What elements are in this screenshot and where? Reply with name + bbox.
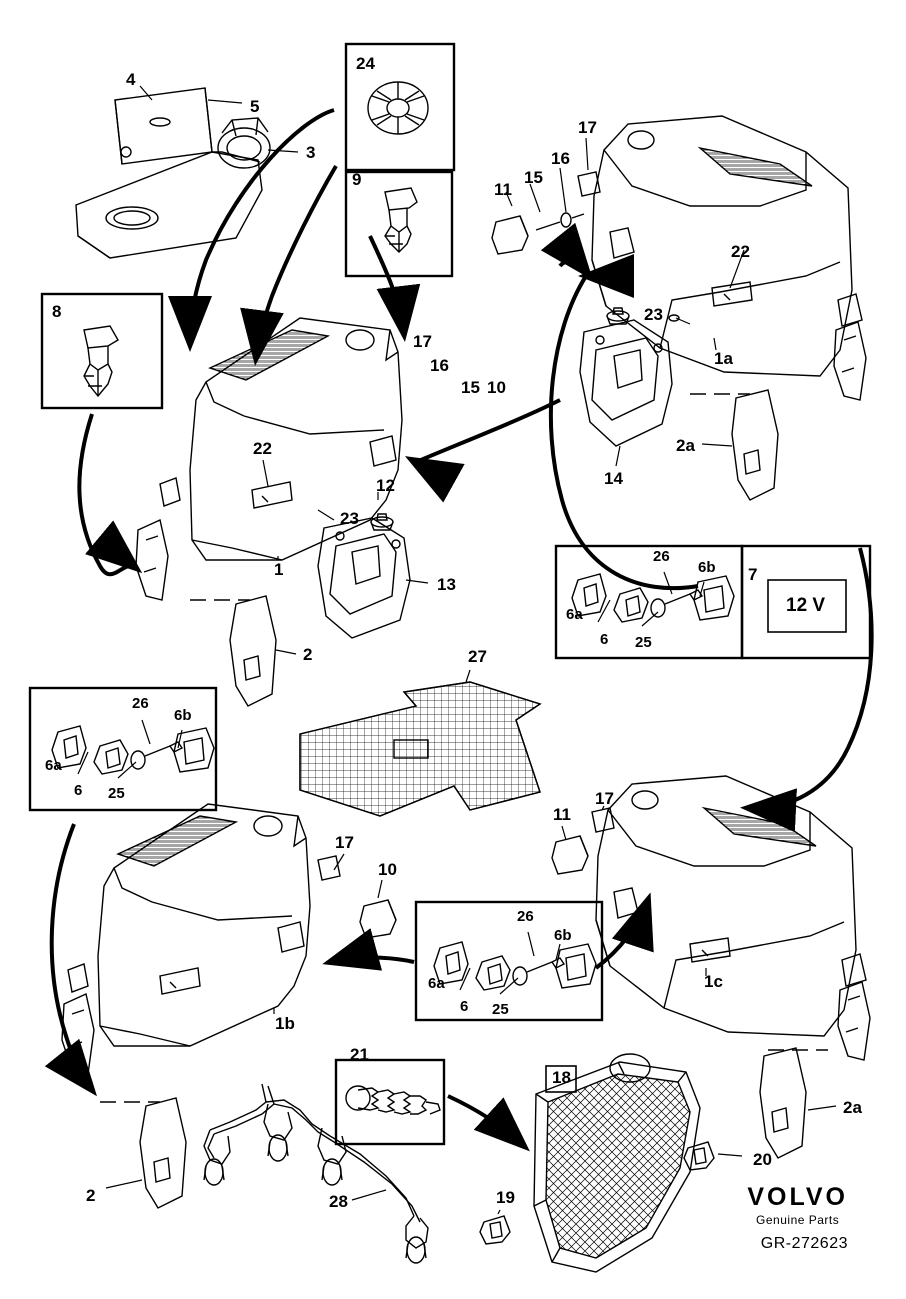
callout-17-d: 17 — [595, 789, 614, 808]
callout-12-b: 12 — [376, 476, 395, 495]
callout-26-mid: 26 — [653, 548, 670, 565]
callout-4: 4 — [126, 70, 136, 89]
callout-17-c: 17 — [335, 833, 354, 852]
callout-8-box: 8 — [52, 302, 62, 321]
callout-13: 13 — [437, 575, 456, 594]
callout-28: 28 — [329, 1192, 348, 1211]
callout-24-box: 24 — [356, 54, 375, 73]
callout-6b-left: 6b — [174, 707, 192, 724]
callout-10-a: 10 — [487, 378, 506, 397]
callout-12-a: 12 — [614, 275, 633, 294]
callout-9-box: 9 — [352, 170, 362, 189]
callout-6a-left: 6a — [45, 757, 62, 774]
callout-1a: 1a — [714, 349, 733, 368]
callout-15-a: 15 — [524, 168, 543, 187]
callout-6b-bot: 6b — [554, 927, 572, 944]
callout-6-bot: 6 — [460, 998, 469, 1015]
callout-26-bot: 26 — [517, 908, 534, 925]
callout-6a-mid: 6a — [566, 606, 583, 623]
callout-23-a: 23 — [644, 305, 663, 324]
diagram-part-number: GR-272623 — [760, 1235, 848, 1252]
callout-17-a: 17 — [578, 118, 597, 137]
callout-5: 5 — [250, 97, 260, 116]
callout-2-mid: 2 — [303, 645, 313, 664]
callout-3: 3 — [306, 143, 316, 162]
callout-2a-top: 2a — [676, 436, 695, 455]
callout-6-mid: 6 — [600, 631, 609, 648]
voltage-label: 12 V — [786, 595, 826, 616]
callout-14: 14 — [604, 469, 623, 488]
callout-20: 20 — [753, 1150, 772, 1169]
callout-22-a: 22 — [731, 242, 750, 261]
volvo-logo — [747, 1183, 848, 1227]
callout-2a-bot: 2a — [843, 1098, 862, 1117]
callout-11-b: 11 — [553, 805, 571, 824]
brand-name: VOLVO — [747, 1183, 848, 1211]
callout-11-a: 11 — [494, 180, 512, 199]
callout-1b: 1b — [275, 1014, 295, 1033]
callout-25-bot: 25 — [492, 1001, 509, 1018]
callout-15-b: 15 — [461, 378, 480, 397]
callout-25-mid: 25 — [635, 634, 652, 651]
callout-7-box: 7 — [748, 565, 758, 584]
callout-27: 27 — [468, 647, 487, 666]
brand-subtitle: Genuine Parts — [756, 1213, 840, 1227]
callout-10-b: 10 — [378, 860, 397, 879]
callout-1c: 1c — [704, 972, 723, 991]
callout-19: 19 — [496, 1188, 515, 1207]
callout-17-b: 17 — [413, 332, 432, 351]
callout-21-box: 21 — [350, 1045, 369, 1064]
callout-26-left: 26 — [132, 695, 149, 712]
callout-1: 1 — [274, 560, 284, 579]
callout-16-b: 16 — [430, 356, 449, 375]
callout-6b-mid: 6b — [698, 559, 716, 576]
callout-22-b: 22 — [253, 439, 272, 458]
callout-23-b: 23 — [340, 509, 359, 528]
callout-16-a: 16 — [551, 149, 570, 168]
callout-6-left: 6 — [74, 782, 83, 799]
callout-6a-bot: 6a — [428, 975, 445, 992]
callout-2-bot: 2 — [86, 1186, 96, 1205]
callout-18-box: 18 — [552, 1068, 571, 1087]
callout-25-left: 25 — [108, 785, 125, 802]
